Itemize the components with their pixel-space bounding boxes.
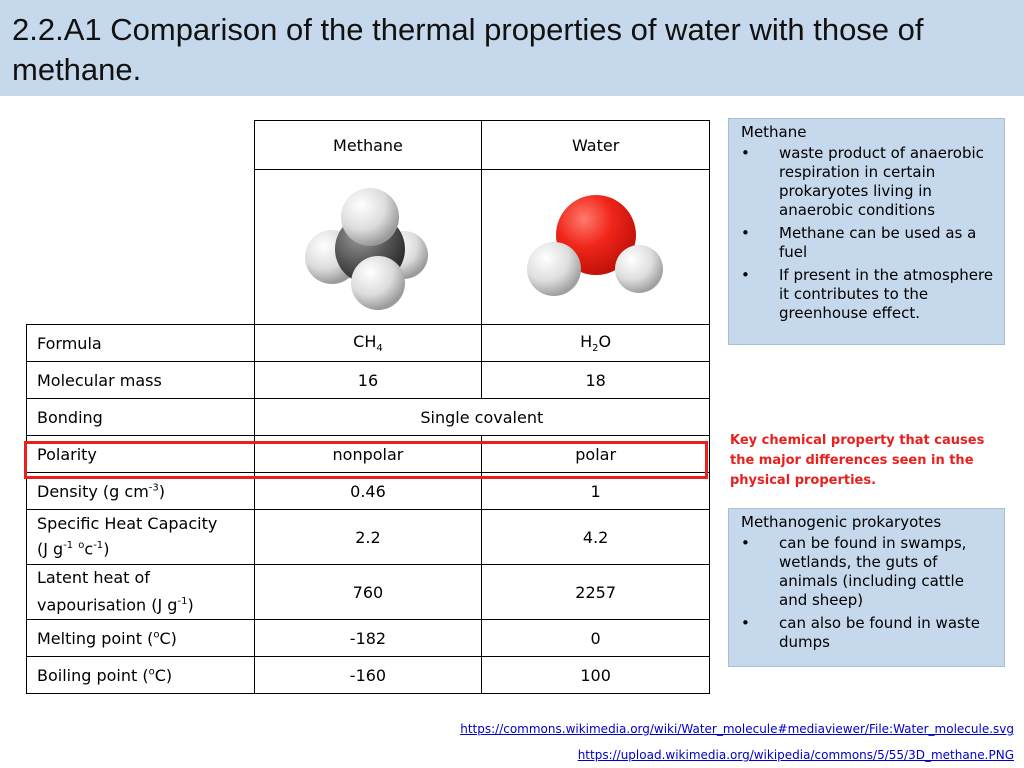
water-formula: $H_2O$ — [482, 325, 710, 362]
comparison-table — [26, 120, 710, 694]
table-row-formula — [27, 325, 710, 362]
methane-info-box — [728, 118, 1005, 345]
slide-title: 2.2.A1 Comparison of the thermal properties of water with those of methane. — [12, 12, 924, 87]
methane-value: nonpolar — [254, 436, 482, 473]
title-bar — [0, 0, 1024, 96]
empty-corner-cell — [27, 121, 255, 170]
table-row-boiling — [27, 657, 710, 694]
row-label: Boiling point ($^o$C) — [27, 657, 255, 694]
row-label: Melting point ($^o$C) — [27, 620, 255, 657]
water-value: polar — [482, 436, 710, 473]
methane-value: -160 — [254, 657, 482, 694]
water-value: 0 — [482, 620, 710, 657]
row-label: Molecular mass — [27, 362, 255, 399]
row-label: Specific Heat Capacity (J $g^{-1}$ $^oc^{-1}$) — [27, 510, 255, 565]
table-row-melting — [27, 620, 710, 657]
bullet-item: • If present in the atmosphere it contributes to the greenhouse effect. — [741, 266, 994, 323]
key-property-note: Key chemical property that causes the major differences seen in the physical properties. — [730, 433, 985, 488]
methane-formula: $CH_4$ — [254, 325, 482, 362]
water-value: 2257 — [482, 565, 710, 620]
molecule-image-row — [27, 170, 710, 325]
table-row-polarity — [27, 436, 710, 473]
water-image-link[interactable]: https://commons.wikimedia.org/wiki/Water_molecule#mediaviewer/File:Water_molecule.svg — [460, 722, 1014, 736]
prokaryote-info-box — [728, 508, 1005, 667]
table-row-latent-heat — [27, 565, 710, 620]
table-header-row — [27, 121, 710, 170]
water-value: 100 — [482, 657, 710, 694]
prokaryote-bullet-list — [741, 534, 994, 652]
water-value: 1 — [482, 473, 710, 510]
methane-value: 760 — [254, 565, 482, 620]
row-label: Polarity — [27, 436, 255, 473]
methane-image-cell — [254, 170, 482, 325]
row-label: Bonding — [27, 399, 255, 436]
table-row-mass — [27, 362, 710, 399]
table-row-heat-capacity — [27, 510, 710, 565]
methane-value: 2.2 — [254, 510, 482, 565]
prokaryote-box-title: Methanogenic prokaryotes — [741, 513, 942, 531]
methane-bullet-list — [741, 144, 994, 323]
water-image-cell — [482, 170, 710, 325]
bullet-item: • Methane can be used as a fuel — [741, 224, 994, 262]
methane-value: -182 — [254, 620, 482, 657]
methane-box-title: Methane — [741, 123, 807, 141]
source-links — [460, 716, 1014, 768]
header-water: Water — [482, 121, 710, 170]
methane-molecule-image — [298, 177, 438, 317]
water-value: 4.2 — [482, 510, 710, 565]
methane-value: 16 — [254, 362, 482, 399]
bullet-item: • waste product of anaerobic respiration in certain prokaryotes living in anaerobic conditions — [741, 144, 994, 220]
bullet-item: • can also be found in waste dumps — [741, 614, 994, 652]
water-molecule-image — [521, 187, 671, 307]
table-row-density — [27, 473, 710, 510]
water-value: 18 — [482, 362, 710, 399]
bullet-item: • can be found in swamps, wetlands, the guts of animals (including cattle and sheep) — [741, 534, 994, 610]
empty-label-cell — [27, 170, 255, 325]
methane-value: 0.46 — [254, 473, 482, 510]
row-label: Formula — [27, 325, 255, 362]
row-label: Density (g $cm^{-3}$) — [27, 473, 255, 510]
methane-image-link[interactable]: https://upload.wikimedia.org/wikipedia/commons/5/55/3D_methane.PNG — [577, 748, 1014, 762]
table-row-bonding — [27, 399, 710, 436]
row-label: Latent heat of vapourisation (J $g^{-1}$) — [27, 565, 255, 620]
header-methane: Methane — [254, 121, 482, 170]
shared-value: Single covalent — [254, 399, 709, 436]
